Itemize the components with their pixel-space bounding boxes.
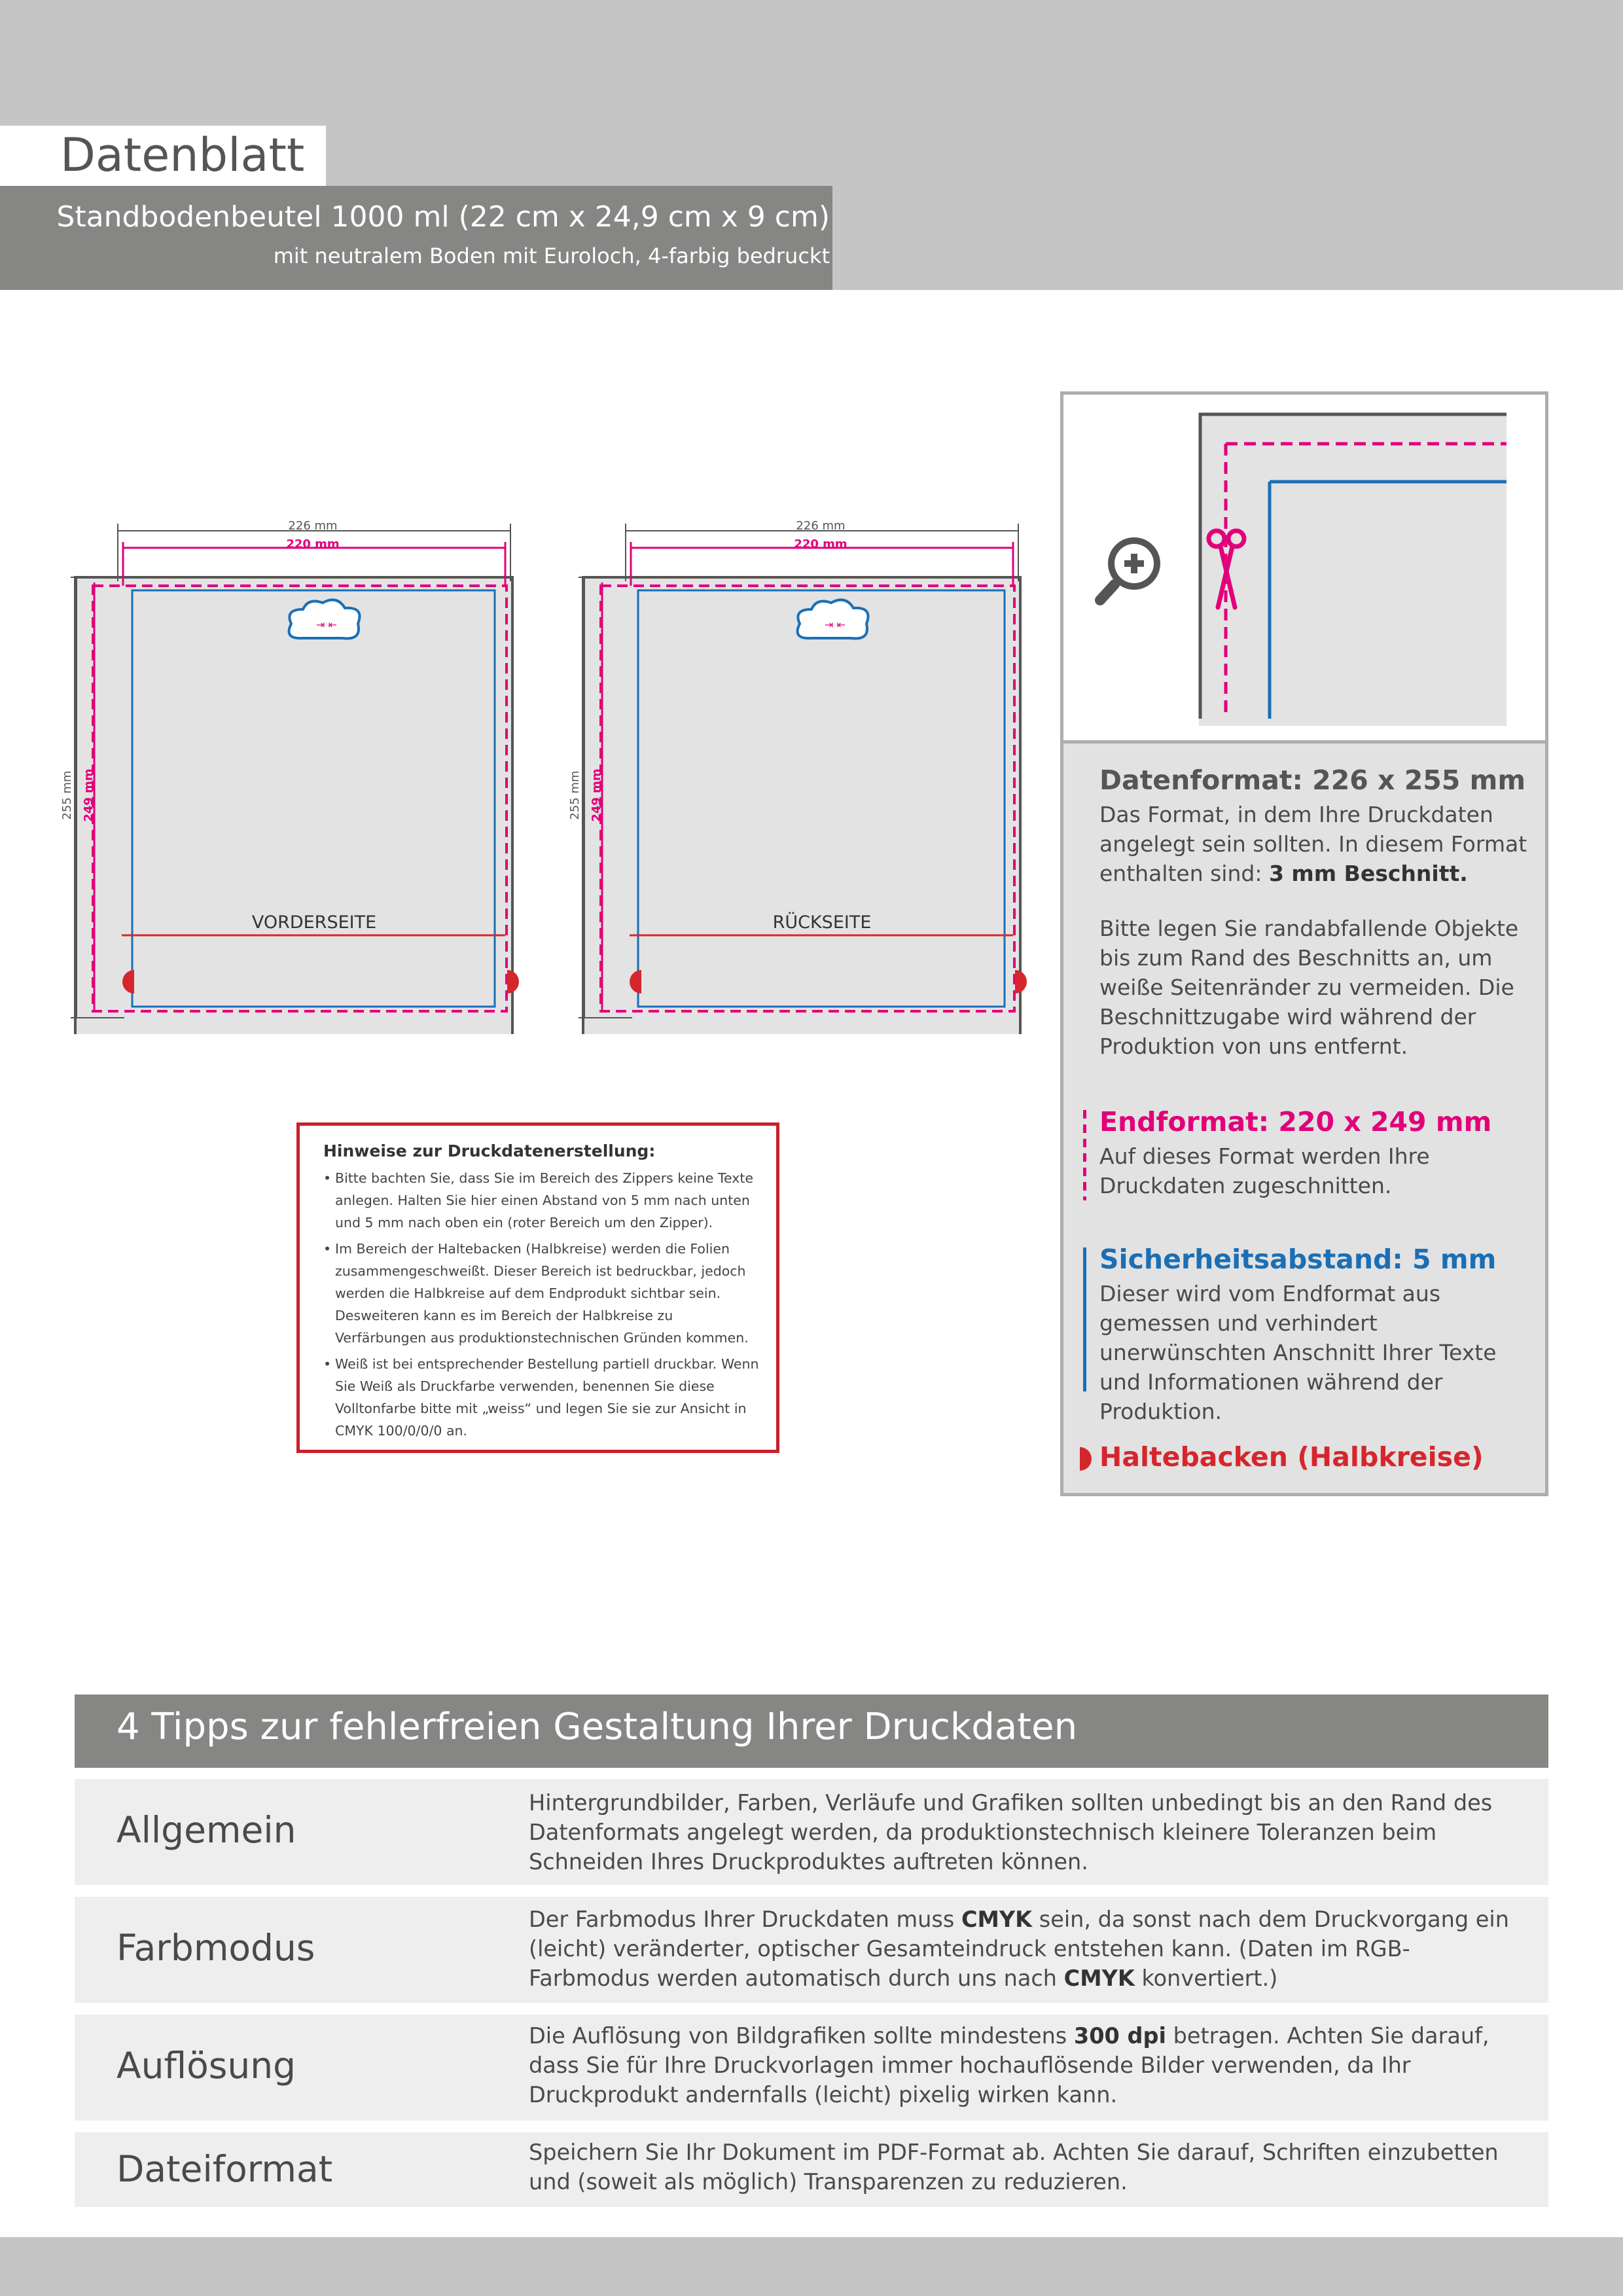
half-circle-icon xyxy=(1015,970,1027,994)
back-width-inner: 220 mm xyxy=(794,537,847,551)
tip-row-farbmodus xyxy=(75,1897,1548,2003)
tip-label: Dateiformat xyxy=(116,2148,333,2190)
half-circle-icon xyxy=(507,970,519,994)
format-info-panel xyxy=(1060,391,1548,1496)
endformat-text: Auf dieses Format werden Ihre Druckdaten zugeschnitten. xyxy=(1099,1143,1430,1198)
front-height-outer: 255 mm xyxy=(60,770,74,820)
tip-text: Speichern Sie Ihr Dokument im PDF-Format ab. Achten Sie darauf, Schriften einzubetten und (soweit als möglich) Transparenzen zu reduzieren. xyxy=(529,2140,1499,2195)
back-height-outer: 255 mm xyxy=(568,770,582,820)
endformat-marker xyxy=(1083,1110,1086,1200)
tip-label: Allgemein xyxy=(116,1809,296,1851)
front-width-outer: 226 mm xyxy=(288,519,338,533)
sicherheit-title: Sicherheitsabstand: 5 mm xyxy=(1099,1244,1497,1275)
datenformat-title: Datenformat: 226 x 255 mm xyxy=(1099,764,1526,796)
datenformat-text: Das Format, in dem Ihre Druckdaten angelegt sein sollten. In diesem Format enthalten sind: 3 mm Beschnitt. xyxy=(1099,802,1527,886)
tip-row-aufloesung xyxy=(75,2015,1548,2121)
back-height-inner: 249 mm xyxy=(590,768,603,822)
product-description: mit neutralem Boden mit Euroloch, 4-farbig bedruckt xyxy=(273,243,830,268)
haltebacken-title: Haltebacken (Halbkreise) xyxy=(1099,1441,1484,1473)
product-name: Standbodenbeutel 1000 ml (22 cm x 24,9 cm x 9 cm) xyxy=(56,200,830,234)
datenformat-text-2: Bitte legen Sie randabfallende Objekte bis zum Rand des Beschnitts an, um weiße Seitenränder zu vermeiden. Die Beschnittzugabe wird während der Produktion von uns entfernt. xyxy=(1099,916,1519,1059)
sicherheit-text: Dieser wird vom Endformat aus gemessen und verhindert unerwünschten Anschnitt Ihrer Texte und Informationen während der Produktion. xyxy=(1099,1281,1497,1424)
info-text-area xyxy=(1063,744,1545,1493)
front-height-inner: 249 mm xyxy=(82,768,96,822)
pouch-diagrams xyxy=(0,497,1047,1034)
tip-text: Die Auflösung von Bildgrafiken sollte mindestens 300 dpi betragen. Achten Sie darauf, dass Sie für Ihre Druckvorlagen immer hochauflösende Bilder verwenden, da Ihr Druckprodukt andernfalls (leicht) pixelig wirken kann. xyxy=(529,2023,1489,2108)
footer-band xyxy=(0,2237,1623,2296)
svg-text:⇥ ⇤: ⇥ ⇤ xyxy=(825,619,846,631)
page-title: Datenblatt xyxy=(60,128,305,182)
sicherheit-marker xyxy=(1083,1247,1086,1391)
tips-title: 4 Tipps zur fehlerfreien Gestaltung Ihrer Druckdaten xyxy=(116,1706,1078,1748)
front-label: VORDERSEITE xyxy=(251,912,377,933)
back-label: RÜCKSEITE xyxy=(772,912,872,933)
note-item: • Bitte bachten Sie, dass Sie im Bereich des Zippers keine Texte anlegen. Halten Sie hier einen Abstand von 5 mm nach unten und 5 mm nach oben ein (roter Bereich um den Zipper). xyxy=(323,1170,753,1230)
back-diagram xyxy=(579,524,1027,1034)
back-width-outer: 226 mm xyxy=(796,519,846,533)
zoom-detail xyxy=(1063,395,1545,740)
note-item: • Im Bereich der Haltebacken (Halbkreise) werden die Folien zusammengeschweißt. Dieser Bereich ist bedruckbar, jedoch werden die Halbkreise auf dem Endprodukt sichtbar sein. Desweiteren kann es im Bereich der Halbkreise zu Verfärbungen aus produktionstechnischen Gründen kommen. xyxy=(323,1241,749,1346)
tip-text: Hintergrundbilder, Farben, Verläufe und Grafiken sollten unbedingt bis an den Rand des Datenformats angelegt werden, da produktionstechnisch kleinere Toleranzen beim Schneiden Ihres Druckproduktes auftreten können. xyxy=(529,1790,1493,1874)
notes-title: Hinweise zur Druckdatenerstellung: xyxy=(323,1141,656,1160)
front-diagram xyxy=(71,524,519,1034)
tip-row-dateiformat xyxy=(75,2132,1548,2207)
tip-label: Farbmodus xyxy=(116,1927,315,1969)
svg-text:⇥ ⇤: ⇥ ⇤ xyxy=(316,619,337,631)
print-notes-box xyxy=(296,1122,779,1453)
zoom-in-icon xyxy=(1100,537,1160,600)
endformat-title: Endformat: 220 x 249 mm xyxy=(1099,1106,1492,1138)
note-item: • Weiß ist bei entsprechender Bestellung partiell druckbar. Wenn Sie Weiß als Druckfarbe verwenden, benennen Sie diese Volltonfarbe bitte mit „weiss“ und legen Sie sie zur Ansicht in CMYK 100/0/0/0 an. xyxy=(323,1356,759,1439)
tip-label: Auflösung xyxy=(116,2045,296,2087)
tip-text: Der Farbmodus Ihrer Druckdaten muss CMYK sein, da sonst nach dem Druckvorgang ein (leicht) veränderter, optischer Gesamteindruck entstehen kann. (Daten im RGB-Farbmodus werden automatisch durch uns nach CMYK konvertiert.) xyxy=(529,1907,1509,1991)
half-circle-icon xyxy=(1080,1447,1092,1471)
tip-row-allgemein xyxy=(75,1779,1548,1885)
front-width-inner: 220 mm xyxy=(286,537,340,551)
